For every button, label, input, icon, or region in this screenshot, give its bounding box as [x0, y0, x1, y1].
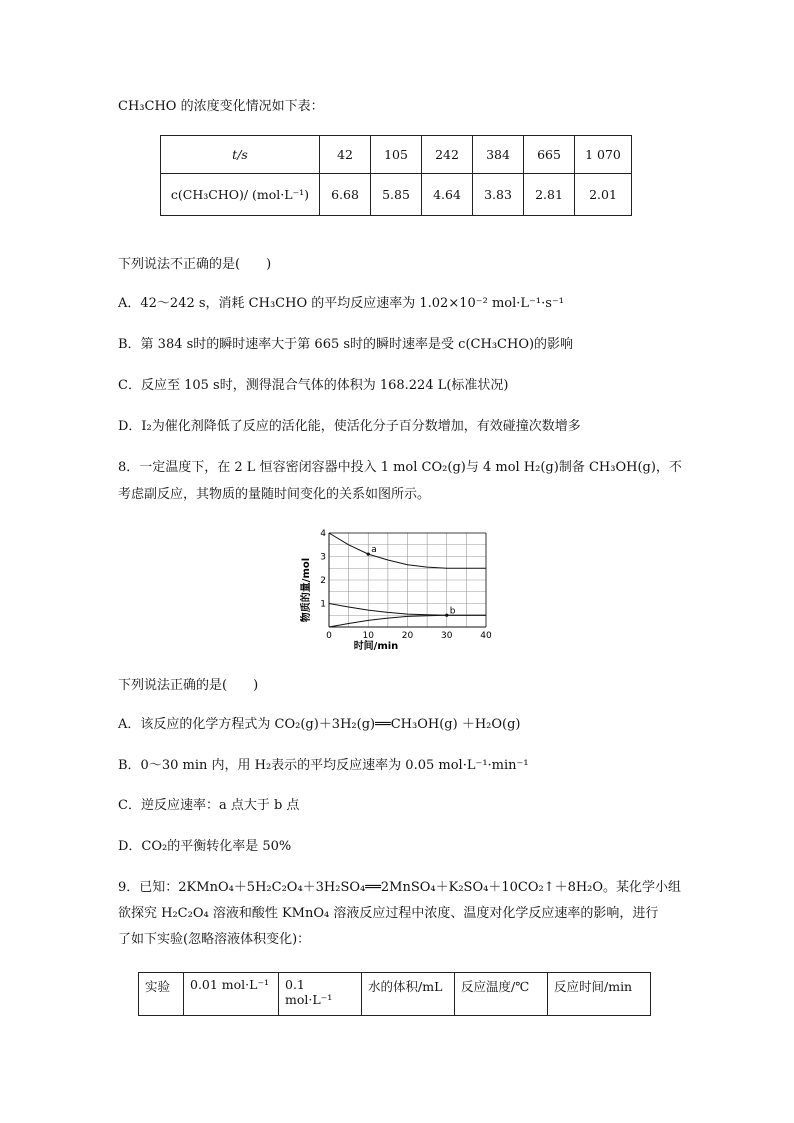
q7-option-a: A．42～242 s，消耗 CH₃CHO 的平均反应速率为 1.02×10⁻² mol·L⁻¹·s⁻¹ — [118, 296, 564, 311]
intro-text: CH₃CHO 的浓度变化情况如下表： — [118, 99, 324, 114]
table-cell: 42 — [320, 136, 371, 174]
q8-option-a: A．该反应的化学方程式为 CO₂(g)＋3H₂(g)══CH₃OH(g) ＋H₂O(g) — [118, 717, 521, 732]
q7-option-b: B．第 384 s时的瞬时速率大于第 665 s时的瞬时速率是受 c(CH₃CHO)的影响 — [118, 337, 574, 352]
y-tick-label: 3 — [320, 552, 326, 563]
table-cell: 384 — [473, 136, 524, 174]
q8-option-c: C．逆反应速率：a 点大于 b 点 — [118, 798, 300, 813]
table-cell: 2.01 — [575, 174, 632, 216]
q9-line2: 欲探究 H₂C₂O₄ 溶液和酸性 KMnO₄ 溶液反应过程中浓度、温度对化学反应速率的影响，进行 — [118, 906, 659, 921]
point-a — [367, 553, 370, 556]
table-header: 反应温度/℃ — [455, 973, 548, 1016]
x-tick-label: 30 — [441, 631, 453, 641]
concentration-table — [160, 135, 632, 216]
q8-line1: 8．一定温度下，在 2 L 恒容密闭容器中投入 1 mol CO₂(g)与 4 mol H₂(g)制备 CH₃OH(g)，不 — [118, 460, 682, 475]
chart-annotations — [367, 545, 456, 617]
q8-line2: 考虑副反应，其物质的量随时间变化的关系如图所示。 — [118, 487, 431, 502]
table-cell: 4.64 — [422, 174, 473, 216]
q9-line1: 9．已知：2KMnO₄＋5H₂C₂O₄＋3H₂SO₄══2MnSO₄＋K₂SO₄＋10CO₂↑＋8H₂O。某化学小组 — [118, 880, 682, 895]
point-b — [445, 614, 448, 617]
q8-option-b: B．0～30 min 内，用 H₂表示的平均反应速率为 0.05 mol·L⁻¹·min⁻¹ — [118, 758, 529, 773]
table-header-concentration: c(CH₃CHO)/ (mol·L⁻¹) — [161, 174, 320, 216]
q7-option-c: C．反应至 105 s时，测得混合气体的体积为 168.224 L(标准状况) — [118, 378, 509, 393]
y-tick-label: 2 — [320, 576, 326, 586]
y-tick-label: 4 — [320, 529, 326, 539]
table-cell: 105 — [371, 136, 422, 174]
table-cell: 2.81 — [524, 174, 575, 216]
x-tick-label: 40 — [480, 631, 492, 641]
q9-line3: 了如下实验(忽略溶液体积变化)： — [118, 932, 311, 947]
table-header-time: t/s — [161, 136, 320, 174]
q8-option-d: D．CO₂的平衡转化率是 50% — [118, 839, 292, 854]
table-cell: 5.85 — [371, 174, 422, 216]
x-tick-label: 0 — [326, 631, 332, 641]
mole-time-chart — [296, 520, 496, 655]
table-header: 反应时间/min — [548, 973, 651, 1016]
table-header: 水的体积/mL — [362, 973, 455, 1016]
chart-xlabel: 时间/min — [353, 641, 399, 652]
point-label-b: b — [449, 606, 456, 617]
table-cell: 3.83 — [473, 174, 524, 216]
table-header: 0.01 mol·L⁻¹ — [184, 973, 279, 1016]
q7-option-d: D．I₂为催化剂降低了反应的活化能，使活化分子百分数增加，有效碰撞次数增多 — [118, 419, 581, 434]
x-tick-label: 20 — [401, 631, 414, 641]
q8-stem: 下列说法正确的是( ) — [118, 678, 259, 693]
chart-ylabel: 物质的量/mol — [301, 557, 312, 623]
experiment-table — [138, 972, 651, 1016]
table-cell: 242 — [422, 136, 473, 174]
table-header: 实验 — [139, 973, 184, 1016]
table-cell: 6.68 — [320, 174, 371, 216]
table-cell: 665 — [524, 136, 575, 174]
table-cell: 1 070 — [575, 136, 632, 174]
table-header: 0.1 mol·L⁻¹ — [279, 973, 362, 1016]
point-label-a: a — [371, 545, 377, 556]
y-tick-label: 1 — [320, 599, 326, 610]
q7-stem: 下列说法不正确的是( ) — [118, 257, 272, 272]
x-tick-label: 10 — [362, 631, 374, 641]
